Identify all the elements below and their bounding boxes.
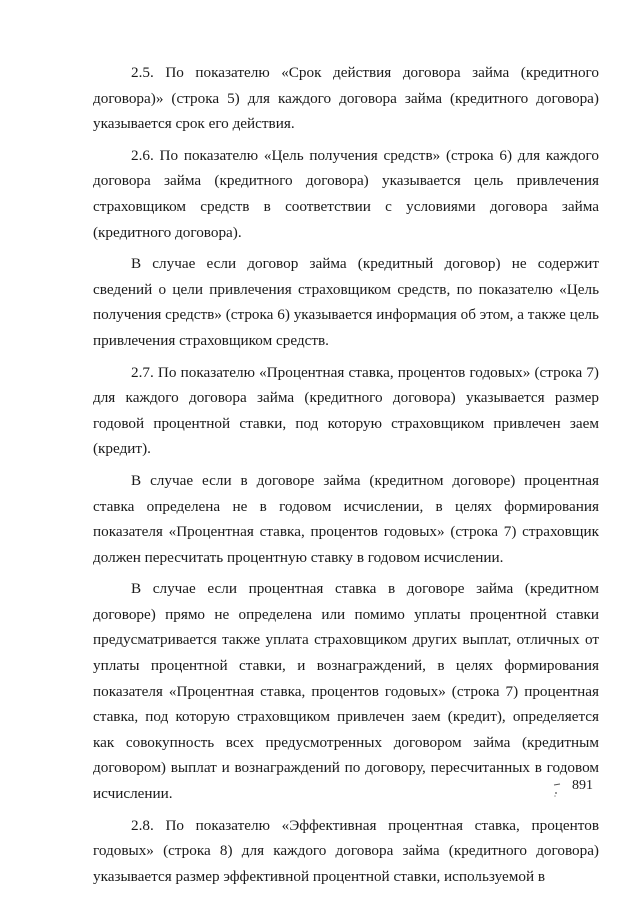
- body-text: [93, 60, 599, 889]
- page-number: 891: [572, 778, 593, 793]
- paragraph-2-7-note-2: В случае если процентная ставка в договоре займа (кредитном договоре) прямо не определена или помимо уплаты процентной ставки предусматривается также уплата страховщиком других выплат, отличных от уплаты процентной ставки, и вознаграждений, в целях формирования показателя «Процентная ставка, процентов годовых» (строка 7) процентная ставка, под которую страховщиком привлечен заем (кредит), определяется как совокупность всех предусмотренных договором займа (кредитным договором) выплат и вознаграждений по договору, пересчитанных в годовом исчислении.: [93, 580, 599, 803]
- paragraph-2-6-note: В случае если договор займа (кредитный договор) не содержит сведений о цели привлечения страховщиком средств, по показателю «Цель получения средств» (строка 6) указывается информация об этом, а также цель привлечения страховщиком средств.: [93, 255, 599, 349]
- paragraph-2-8: 2.8. По показателю «Эффективная процентная ставка, процентов годовых» (строка 8) для каждого договора займа (кредитного договора) указывается размер эффективной процентной ставки, используемой в: [93, 816, 599, 885]
- paragraph-2-7-note-1: В случае если в договоре займа (кредитном договоре) процентная ставка определена не в годовом исчислении, в целях формирования показателя «Процентная ставка, процентов годовых» (строка 7) страховщик должен пересчитать процентную ставку в годовом исчислении.: [93, 471, 599, 566]
- paragraph-2-6: 2.6. По показателю «Цель получения средств» (строка 6) для каждого договора займа (кредитного договора) указывается цель привлечения страховщиком средств в соответствии с условиями договора займа (кредитного договора).: [93, 146, 599, 241]
- paragraph-2-7: 2.7. По показателю «Процентная ставка, процентов годовых» (строка 7) для каждого договора займа (кредитного договора) указывается размер годовой процентной ставки, под которую страховщиком привлечен заем (кредит).: [93, 363, 599, 458]
- paragraph-2-5: 2.5. По показателю «Срок действия договора займа (кредитного договора)» (строка 5) для каждого договора займа (кредитного договора) указывается срок его действия.: [93, 64, 599, 133]
- scan-artifact-mark: [552, 782, 564, 798]
